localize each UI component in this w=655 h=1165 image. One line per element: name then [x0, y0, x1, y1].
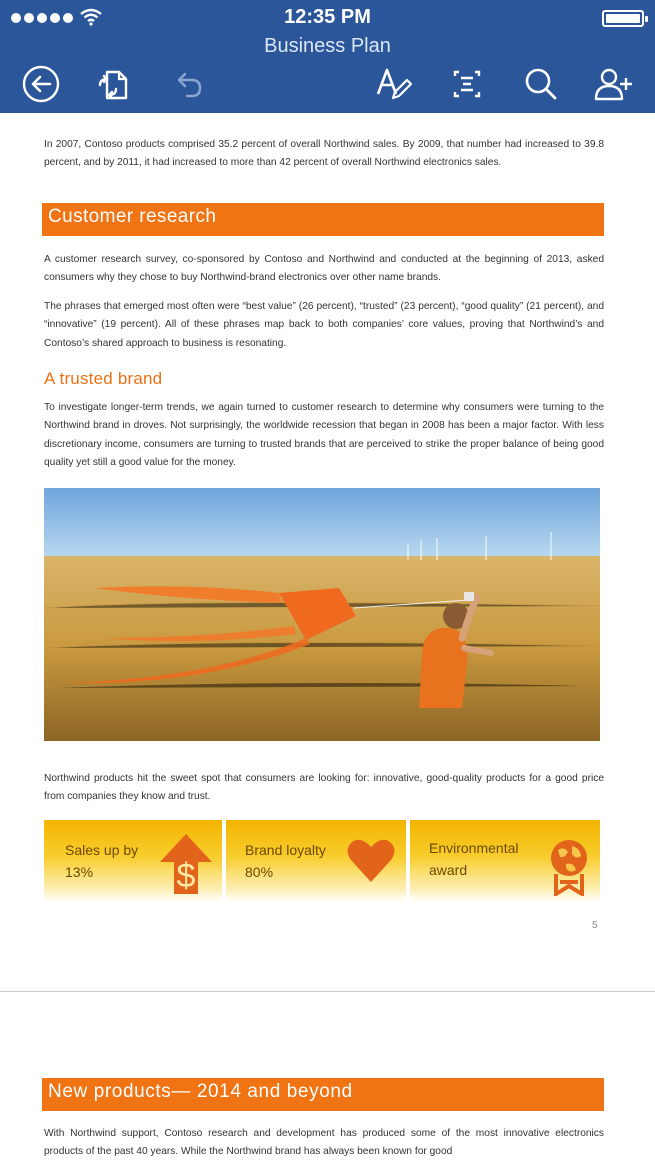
subheading: A trusted brand — [44, 369, 163, 388]
sales-tile-value: 13% — [65, 864, 94, 880]
back-button[interactable] — [19, 62, 63, 106]
after-photo-text — [44, 770, 604, 807]
battery-icon — [602, 10, 644, 27]
sweet-spot-paragraph: Northwind products hit the sweet spot that consumers are looking for: innovative, good-quality products for a good price from companies they know and trust. — [44, 773, 604, 803]
add-person-icon — [593, 64, 633, 104]
new-products-paragraph: With Northwind support, Contoso research and development has produced some of the most innovative electronics products of the past 40 years. While the Northwind brand has always been known for good — [44, 1128, 604, 1158]
environmental-award-tile — [410, 820, 600, 902]
kite-field-photo — [44, 488, 600, 741]
page-break-divider — [0, 991, 655, 992]
section-heading: Customer research — [42, 203, 604, 236]
format-button[interactable] — [371, 62, 415, 106]
stats-tiles — [44, 820, 600, 902]
search-icon — [521, 64, 561, 104]
brand-loyalty-tile — [226, 820, 406, 902]
environmental-award-label: Environmental — [429, 840, 519, 856]
customer-research-body — [44, 251, 604, 353]
text-format-icon — [373, 64, 413, 104]
globe-award-icon — [548, 838, 590, 896]
brand-loyalty-label: Brand loyalty — [245, 842, 326, 858]
new-products-body — [44, 1125, 604, 1162]
dollar-arrow-icon — [158, 832, 214, 896]
back-arrow-icon — [21, 64, 61, 104]
status-bar — [0, 0, 655, 36]
share-button[interactable] — [591, 62, 635, 106]
sales-tile — [44, 820, 222, 902]
document-title: Business Plan — [264, 35, 391, 57]
svg-text:$: $ — [176, 857, 196, 895]
undo-button[interactable] — [165, 62, 209, 106]
page-number: 5 — [592, 920, 598, 931]
research-paragraph-2: The phrases that emerged most often were “best value” (26 percent), “trusted” (23 percent), “good quality” (21 percent), and “innovative” (19 percent). All of these phrases map back to both companies’ core values, proving that Northwind’s and Contoso’s shared approach to business is resonating. — [44, 300, 604, 349]
app-bar — [0, 0, 655, 113]
intro-paragraph: In 2007, Contoso products comprised 35.2 percent of overall Northwind sales. By 2009, that number had increased to 39.8 percent, and by 2011, it had increased to more than 42 percent of overall Northwind electronics sales. — [44, 139, 604, 169]
switch-file-button[interactable] — [91, 62, 135, 106]
document-page — [44, 136, 604, 173]
search-button[interactable] — [519, 62, 563, 106]
trusted-brand-paragraph: To investigate longer-term trends, we again turned to customer research to determine why consumers were turning to the Northwind brand in droves. Not surprisingly, the worldwide recession that began in 2008 has been a major factor. With less discretionary income, consumers are turning to trusted brands that are perceived to strike the proper balance of being good quality yet still a good value for the money. — [44, 402, 604, 469]
customer-research-heading-band — [42, 203, 604, 236]
next-section-heading: New products— 2014 and beyond — [42, 1078, 604, 1111]
heart-icon — [346, 838, 396, 884]
undo-icon — [167, 64, 207, 104]
reading-view-button[interactable] — [445, 62, 489, 106]
research-paragraph-1: A customer research survey, co-sponsored by Contoso and Northwind and conducted at the beginning of 2013, asked consumers why they chose to buy Northwind-brand electronics over other name brands. — [44, 254, 604, 284]
new-products-heading-band — [42, 1078, 604, 1111]
toolbar — [0, 62, 655, 106]
reading-view-icon — [447, 64, 487, 104]
trusted-brand-section — [44, 369, 604, 473]
sales-tile-label: Sales up by — [65, 842, 139, 858]
brand-loyalty-value: 80% — [245, 864, 274, 880]
environmental-award-value: award — [429, 862, 468, 878]
file-switch-icon — [93, 64, 133, 104]
status-time: 12:35 PM — [284, 6, 371, 28]
